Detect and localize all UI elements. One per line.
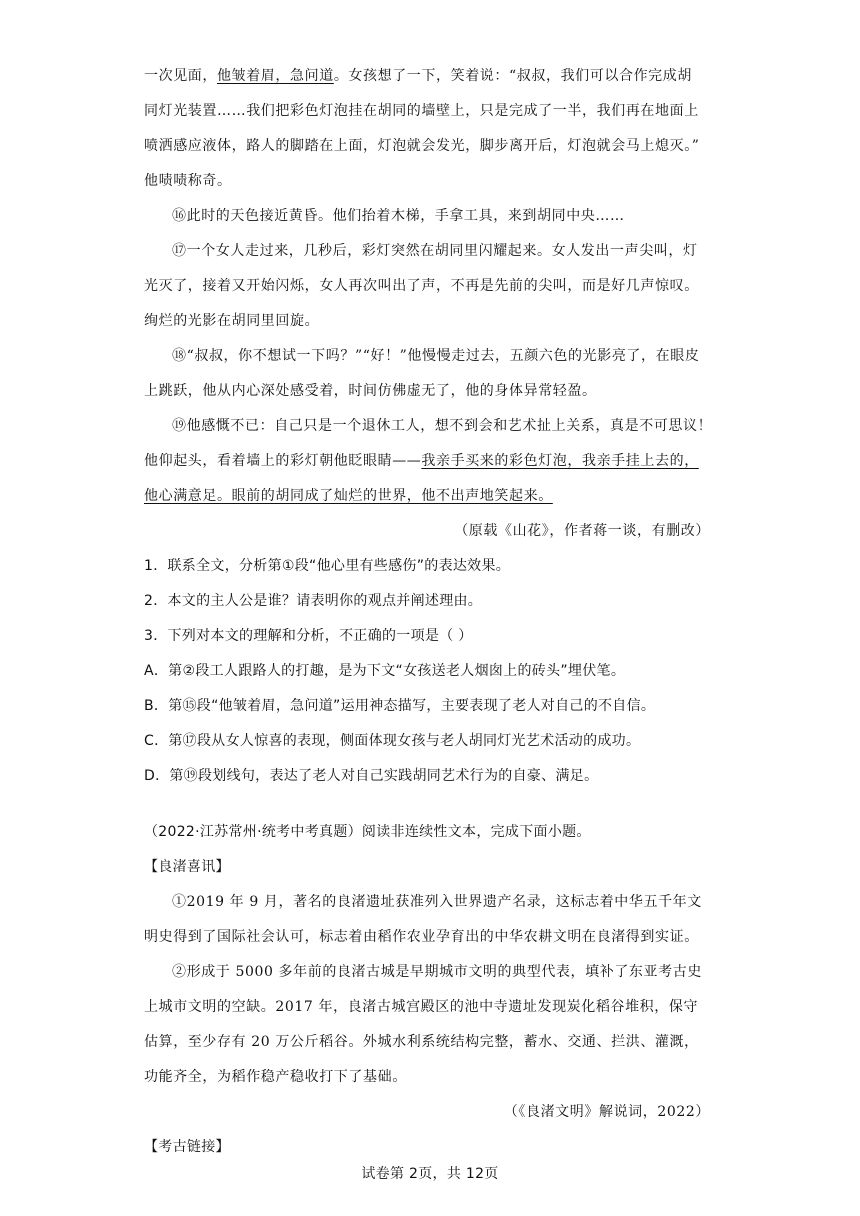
paragraph-17-line-1: ⑰一个女人走过来，几秒后，彩灯突然在胡同里闪耀起来。女人发出一声尖叫，灯 bbox=[172, 243, 698, 259]
question-2: 2．本文的主人公是谁？请表明你的观点并阐述理由。 bbox=[144, 593, 483, 609]
paragraph-15-line-4: 他啧啧称奇。 bbox=[144, 173, 232, 189]
section-header-good-news: 【良渚喜讯】 bbox=[144, 859, 230, 875]
underlined-phrase: 他皱着眉，急问道 bbox=[217, 68, 334, 84]
question-3: 3．下列对本文的理解和分析，不正确的一项是（ ） bbox=[144, 628, 473, 644]
good-news-paragraph-2-line-4: 功能齐全，为稻作稳产稳收打下了基础。 bbox=[144, 1069, 407, 1085]
option-b: B．第⑮段“他皱着眉，急问道”运用神态描写，主要表现了老人对自己的不自信。 bbox=[144, 698, 656, 714]
text: 他仰起头，看着墙上的彩灯朝他眨眼睛—— bbox=[144, 453, 422, 469]
paragraph-19-line-2 bbox=[144, 451, 699, 471]
good-news-paragraph-1-line-2: 明史得到了国际社会认可，标志着由稻作农业孕育出的中华农耕文明在良渚得到实证。 bbox=[144, 929, 699, 945]
paragraph-18-line-1: ⑱“叔叔，你不想试一下吗？”“好！”他慢慢走过去，五颜六色的光影亮了，在眼皮 bbox=[172, 348, 700, 364]
good-news-paragraph-2-line-2: 上城市文明的空缺。2017 年，良渚古城宫殿区的池中寺遗址发现炭化稻谷堆积，保守 bbox=[144, 999, 699, 1015]
paragraph-17-line-3: 绚烂的光影在胡同里回旋。 bbox=[144, 313, 320, 329]
paragraph-16-line-1: ⑯此时的天色接近黄昏。他们抬着木梯，手拿工具，来到胡同中央…… bbox=[172, 208, 625, 224]
good-news-source: （《良渚文明》解说词，2022） bbox=[503, 1104, 710, 1120]
paragraph-18-line-2: 上跳跃，他从内心深处感受着，时间仿佛虚无了，他的身体异常轻盈。 bbox=[144, 383, 597, 399]
section-intro: （2022·江苏常州·统考中考真题）阅读非连续性文本，完成下面小题。 bbox=[144, 824, 591, 840]
option-d: D．第⑲段划线句，表达了老人对自己实践胡同艺术行为的自豪、满足。 bbox=[144, 768, 599, 784]
good-news-paragraph-2-line-1: ②形成于 5000 多年前的良渚古城是早期城市文明的典型代表，填补了东亚考古史 bbox=[172, 964, 702, 980]
text: 。女孩想了一下，笑着说：“叔叔，我们可以合作完成胡 bbox=[333, 68, 692, 84]
paragraph-17-line-2: 光灭了，接着又开始闪烁，女人再次叫出了声，不再是先前的尖叫，而是好几声惊叹。 bbox=[144, 278, 699, 294]
good-news-paragraph-1-line-1: ①2019 年 9 月，著名的良渚遗址获准列入世界遗产名录，这标志着中华五千年文 bbox=[172, 894, 702, 910]
story-source: （原载《山花》，作者蒋一谈，有删改） bbox=[454, 523, 710, 539]
paragraph-19-line-1: ⑲他感慨不已：自己只是一个退休工人，想不到会和艺术扯上关系，真是不可思议！ bbox=[172, 418, 713, 434]
paragraph-15-line-3: 喷洒感应液体，路人的脚踏在上面，灯泡就会发光，脚步离开后，灯泡就会马上熄灭。” bbox=[144, 138, 700, 154]
paragraph-19-line-3-underlined: 他心满意足。眼前的胡同成了灿烂的世界，他不出声地笑起来。 bbox=[144, 488, 553, 504]
paragraph-15-line-2: 同灯光装置……我们把彩色灯泡挂在胡同的墙壁上，只是完成了一半，我们再在地面上 bbox=[144, 103, 699, 119]
good-news-paragraph-2-line-3: 估算，至少存有 20 万公斤稻谷。外城水利系统结构完整，蓄水、交通、拦洪、灌溉， bbox=[144, 1034, 699, 1050]
underlined-sentence: 我亲手买来的彩色灯泡，我亲手挂上去的， bbox=[421, 453, 699, 469]
text: 一次见面， bbox=[144, 68, 217, 84]
option-c: C．第⑰段从女人惊喜的表现，侧面体现女孩与老人胡同灯光艺术活动的成功。 bbox=[144, 733, 641, 749]
question-1: 1．联系全文，分析第①段“他心里有些感伤”的表达效果。 bbox=[144, 558, 511, 574]
page-footer: 试卷第 2页，共 12页 bbox=[361, 1166, 499, 1182]
section-header-archaeology-link: 【考古链接】 bbox=[144, 1139, 230, 1155]
option-a: A．第②段工人跟路人的打趣，是为下文“女孩送老人烟囱上的砖头”埋伏笔。 bbox=[144, 663, 626, 679]
paragraph-15-line-1 bbox=[144, 66, 692, 86]
